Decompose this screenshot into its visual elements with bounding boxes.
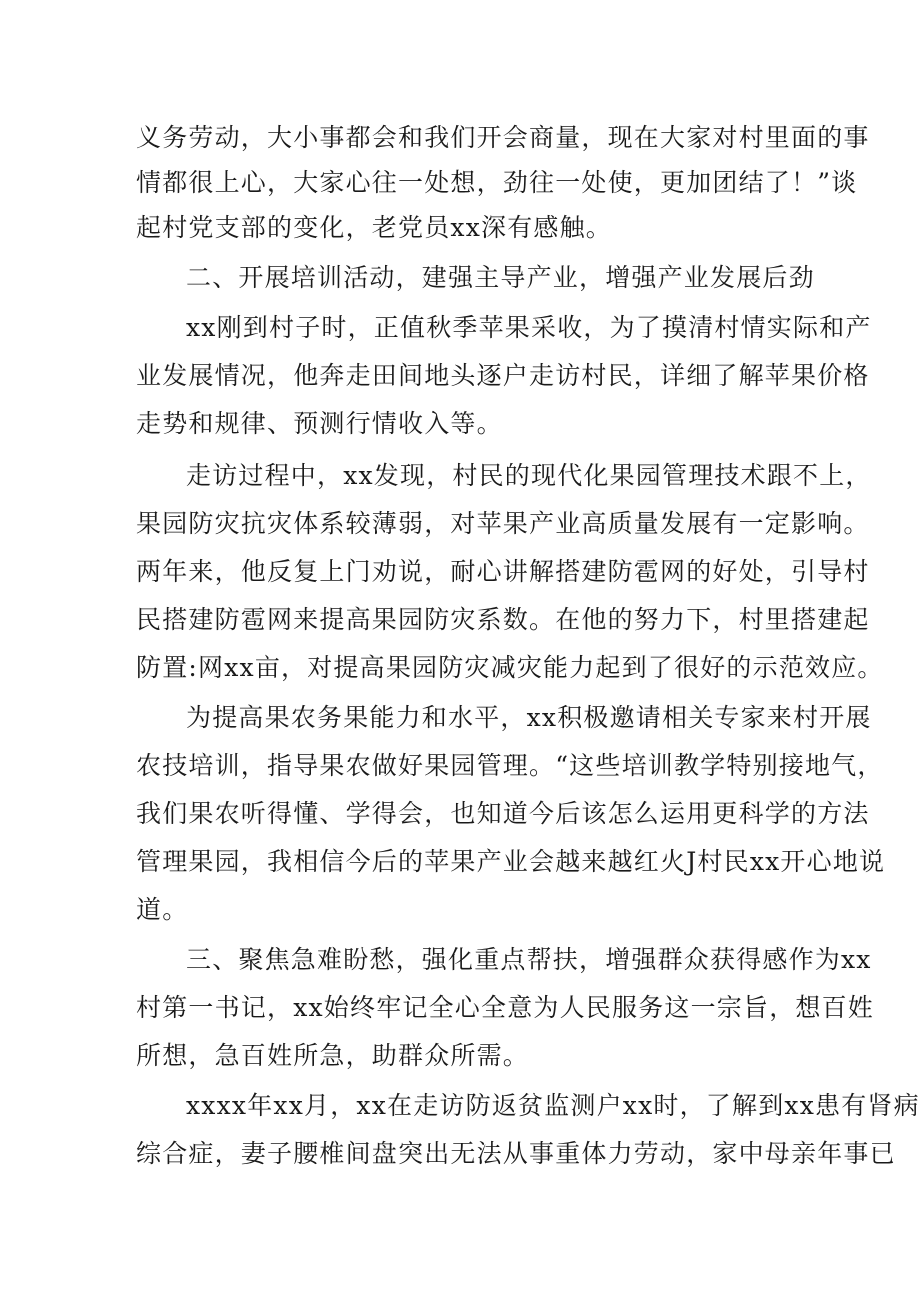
text-line: 民搭建防雹网来提高果园防灾系数。在他的努力下，村里搭建起	[136, 605, 870, 634]
section-heading: 二、开展培训活动，建强主导产业，增强产业发展后劲	[186, 263, 815, 292]
text-line: 起村党支部的变化，老党员xx深有感触。	[136, 213, 612, 242]
text-line: 防置:网xx亩，对提高果园防灾减灾能力起到了很好的示范效应。	[136, 653, 884, 682]
text-line: 道。	[136, 895, 189, 924]
text-line: 管理果园，我相信今后的苹果产业会越来越红火J村民xx开心地说	[136, 847, 886, 876]
text-line: 走势和规律、预测行情收入等。	[136, 409, 503, 438]
text-line: 综合症，妻子腰椎间盘突出无法从事重体力劳动，家中母亲年事已	[136, 1139, 896, 1168]
text-line: 为提高果农务果能力和水平，xx积极邀请相关专家来村开展	[186, 703, 872, 732]
text-line: 村第一书记，xx始终牢记全心全意为人民服务这一宗旨，想百姓	[136, 993, 875, 1022]
text-line: 我们果农听得懂、学得会，也知道今后该怎么运用更科学的方法	[136, 799, 870, 828]
text-line: xx刚到村子时，正值秋季苹果采收，为了摸清村情实际和产	[186, 313, 872, 342]
text-line: 走访过程中，xx发现，村民的现代化果园管理技术跟不上，	[186, 461, 872, 490]
text-line: 农技培训，指导果农做好果园管理。“这些培训教学特别接地气，	[136, 751, 884, 780]
text-line: 两年来，他反复上门劝说，耐心讲解搭建防雹网的好处，引导村	[136, 557, 870, 586]
text-line: 业发展情况，他奔走田间地头逐户走访村民，详细了解苹果价格	[136, 361, 870, 390]
text-line: 所想，急百姓所急，助群众所需。	[136, 1041, 530, 1070]
text-line: 情都很上心，大家心往一处想，劲往一处使，更加团结了！”谈	[136, 168, 858, 197]
section-heading: 三、聚焦急难盼愁，强化重点帮扶，增强群众获得感作为xx	[186, 945, 872, 974]
text-line: 义务劳动，大小事都会和我们开会商量，现在大家对村里面的事	[136, 123, 870, 152]
text-line: 果园防灾抗灾体系较薄弱，对苹果产业高质量发展有一定影响。	[136, 509, 870, 538]
text-line: xxxx年xx月，xx在走访防返贫监测户xx时，了解到xx患有肾病	[186, 1091, 920, 1120]
